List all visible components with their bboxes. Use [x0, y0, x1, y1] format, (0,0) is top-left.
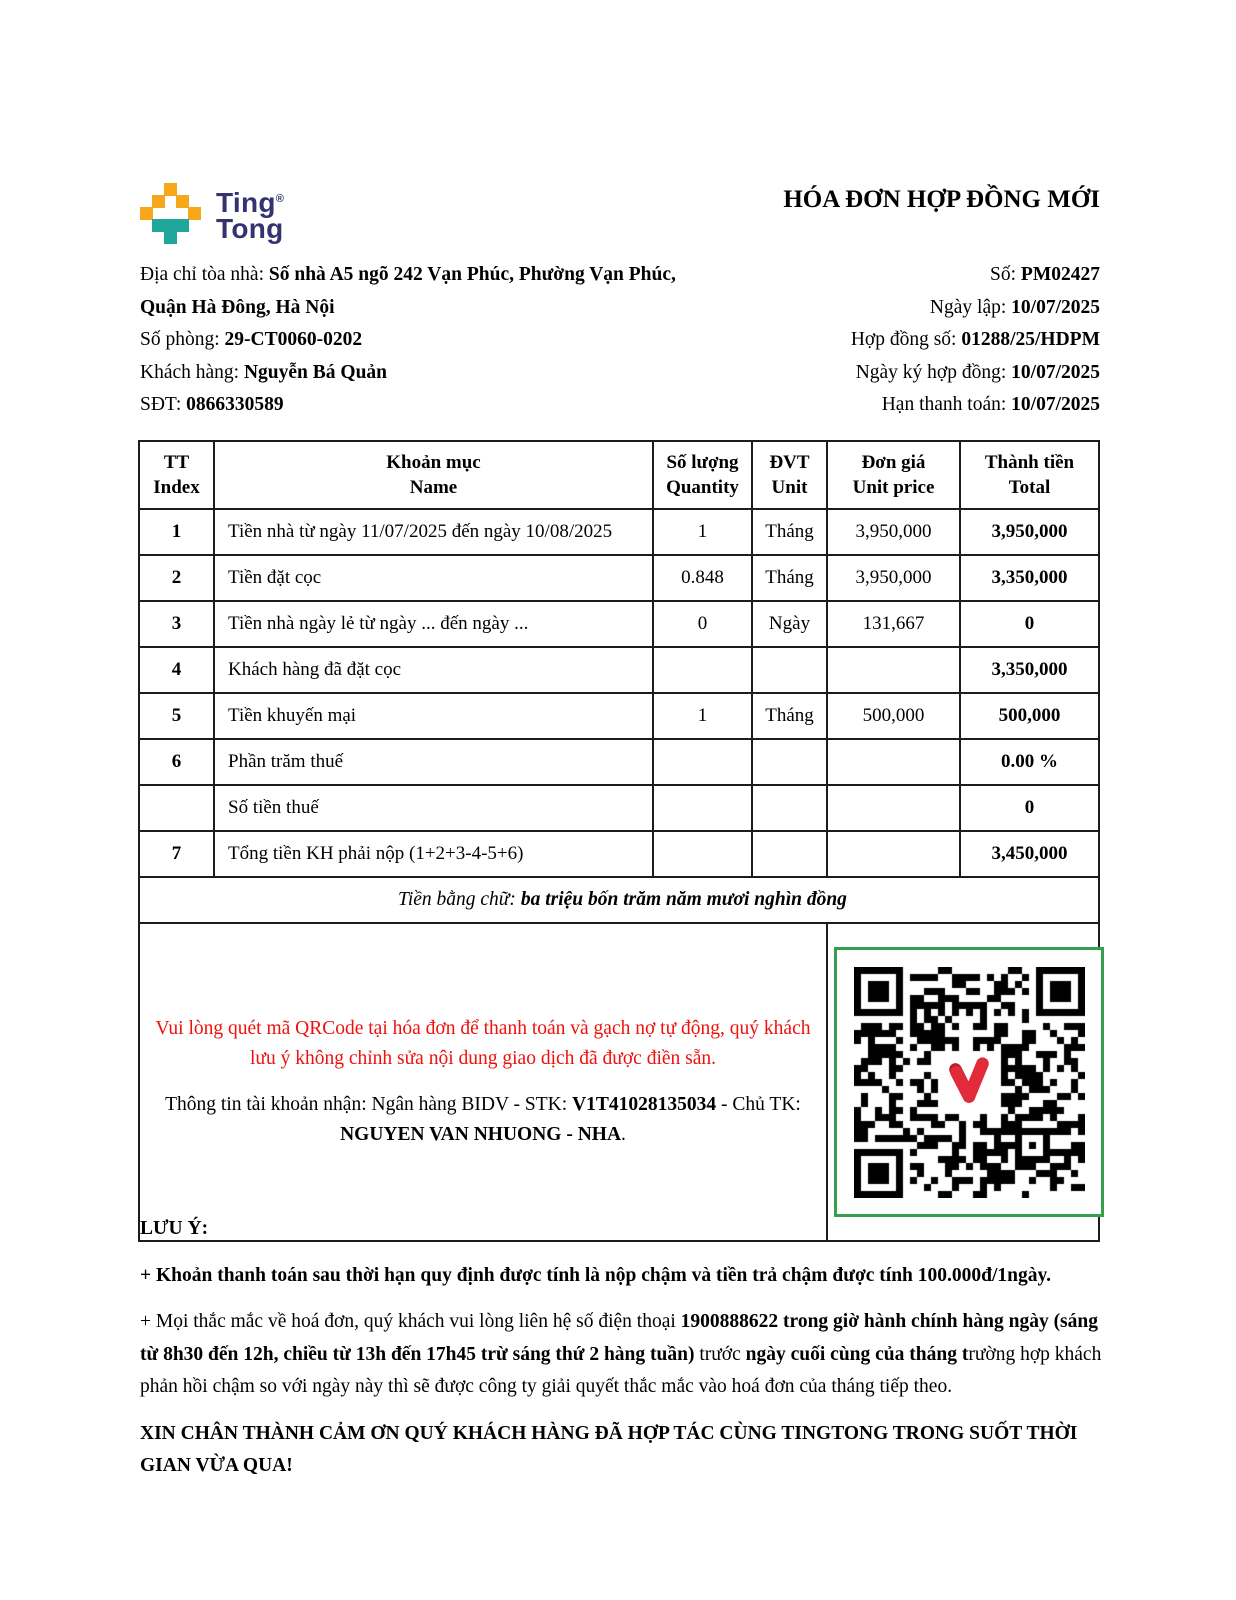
room-line	[140, 324, 725, 357]
tingtong-wordmark	[216, 186, 284, 242]
customer-value: Nguyễn Bá Quản	[243, 361, 388, 383]
note-hotline: + Mọi thắc mắc về hoá đơn, quý khách vui lòng liên hệ số điện thoại 1900888622 trong giờ hành chính hàng ngày (sáng từ 8h30 đến 12h, chiều từ 13h đến 17h45 trừ sáng thứ 2 hàng tuần) trước ngày cuối cùng của tháng trường hợp khách phản hồi chậm so với ngày này thì sẽ được công ty giải quyết thắc mắc vào hoá đơn của tháng tiếp theo.	[140, 1311, 1102, 1397]
building-address-line	[140, 259, 725, 324]
col-header-unit: ĐVT Unit	[752, 441, 827, 509]
table-row	[139, 601, 1099, 647]
phone-label: SĐT:	[140, 394, 187, 415]
cell-total: 500,000	[960, 693, 1099, 739]
amount-in-words-label: Tiền bằng chữ:	[398, 889, 521, 910]
table-row	[139, 785, 1099, 831]
cell-unit	[752, 785, 827, 831]
registered-mark: ®	[275, 192, 285, 205]
customer-line	[140, 357, 725, 390]
tingtong-logo-icon	[140, 183, 201, 244]
table-row	[139, 693, 1099, 739]
cell-name: Số tiền thuế	[214, 785, 653, 831]
cell-index: 6	[139, 739, 214, 785]
cell-total: 0	[960, 601, 1099, 647]
table-row	[139, 555, 1099, 601]
brand-ting: Ting	[216, 186, 276, 218]
cell-index: 4	[139, 647, 214, 693]
cell-index: 1	[139, 509, 214, 555]
cell-index: 7	[139, 831, 214, 877]
brand-tong: Tong	[216, 212, 284, 244]
cell-unit: Tháng	[752, 509, 827, 555]
issue-date-line: Ngày lập: 10/07/2025	[929, 296, 1100, 318]
col-header-price: Đơn giá Unit price	[827, 441, 960, 509]
cell-name: Tổng tiền KH phải nộp (1+2+3-4-5+6)	[214, 831, 653, 877]
cell-unit	[752, 647, 827, 693]
col-header-total: Thành tiền Total	[960, 441, 1099, 509]
cell-qty	[653, 785, 752, 831]
bank-account-text: Thông tin tài khoản nhận: Ngân hàng BIDV - STK: V1T41028135034 - Chủ TK: NGUYEN VAN NHUONG - NHA.	[165, 1094, 801, 1145]
cell-qty: 0.848	[653, 555, 752, 601]
cell-price: 3,950,000	[827, 555, 960, 601]
qr-code	[834, 947, 1104, 1217]
due-date: 10/07/2025	[1011, 394, 1100, 415]
invoice-table-header	[139, 441, 1099, 509]
cell-index: 5	[139, 693, 214, 739]
thanks-message: XIN CHÂN THÀNH CẢM ƠN QUÝ KHÁCH HÀNG ĐÃ HỢP TÁC CÙNG TINGTONG TRONG SUỐT THỜI GIAN VỪA QUA!	[140, 1422, 1078, 1476]
room-label: Số phòng:	[140, 329, 225, 350]
table-row	[139, 647, 1099, 693]
amount-in-words-cell	[139, 877, 1099, 923]
cell-qty: 0	[653, 601, 752, 647]
cell-price	[827, 831, 960, 877]
amount-in-words-value: ba triệu bốn trăm năm mươi nghìn đồng	[520, 889, 847, 910]
invoice-number: PM02427	[1020, 264, 1100, 285]
cell-price: 500,000	[827, 693, 960, 739]
cell-total: 3,350,000	[960, 555, 1099, 601]
cell-total: 3,450,000	[960, 831, 1099, 877]
table-row	[139, 831, 1099, 877]
contract-number: 01288/25/HDPM	[961, 329, 1100, 350]
cell-index	[139, 785, 214, 831]
amount-in-words-row	[139, 877, 1099, 923]
cell-qty	[653, 647, 752, 693]
cell-price	[827, 739, 960, 785]
sign-date-line: Ngày ký hợp đồng: 10/07/2025	[855, 361, 1100, 383]
qr-cell	[827, 923, 1099, 1241]
cell-name: Tiền nhà từ ngày 11/07/2025 đến ngày 10/08/2025	[214, 509, 653, 555]
vietqr-v-icon	[940, 1053, 998, 1111]
cell-name: Tiền nhà ngày lẻ từ ngày ... đến ngày ...	[214, 601, 653, 647]
cell-total: 3,950,000	[960, 509, 1099, 555]
issue-date: 10/07/2025	[1011, 296, 1100, 318]
cell-name: Phần trăm thuế	[214, 739, 653, 785]
cell-total: 0	[960, 785, 1099, 831]
cell-index: 3	[139, 601, 214, 647]
cell-price: 3,950,000	[827, 509, 960, 555]
note-late-payment: + Khoản thanh toán sau thời hạn quy định được tính là nộp chậm và tiền trả chậm được tính 100.000đ/1ngày.	[140, 1264, 1052, 1286]
contract-number-line: Hợp đồng số: 01288/25/HDPM	[850, 329, 1100, 350]
notes-heading: LƯU Ý:	[140, 1218, 209, 1239]
phone-line	[140, 389, 725, 422]
col-header-quantity: Số lượng Quantity	[653, 441, 752, 509]
account-holder: NGUYEN VAN NHUONG - NHA	[340, 1124, 622, 1145]
cell-qty	[653, 831, 752, 877]
due-date-line: Hạn thanh toán: 10/07/2025	[881, 394, 1100, 415]
cell-name: Tiền đặt cọc	[214, 555, 653, 601]
qr-notice-text: Vui lòng quét mã QRCode tại hóa đơn để thanh toán và gạch nợ tự động, quý khách lưu ý không chỉnh sửa nội dung giao dịch đã được điền sẵn.	[155, 1018, 811, 1069]
account-number: V1T41028135034	[572, 1094, 717, 1115]
cell-qty: 1	[653, 509, 752, 555]
table-row	[139, 509, 1099, 555]
cell-name: Tiền khuyến mại	[214, 693, 653, 739]
invoice-number-line: Số: PM02427	[990, 264, 1100, 285]
address-label: Địa chỉ tòa nhà:	[140, 264, 269, 285]
col-header-index: TT Index	[139, 441, 214, 509]
cell-total: 0.00 %	[960, 739, 1099, 785]
col-header-name: Khoản mục Name	[214, 441, 653, 509]
cell-index: 2	[139, 555, 214, 601]
cell-unit: Tháng	[752, 555, 827, 601]
cell-total: 3,350,000	[960, 647, 1099, 693]
invoice-meta	[690, 259, 1100, 422]
payment-instructions-cell	[139, 923, 827, 1241]
cell-qty	[653, 739, 752, 785]
cell-unit: Ngày	[752, 601, 827, 647]
cell-unit	[752, 831, 827, 877]
cell-name: Khách hàng đã đặt cọc	[214, 647, 653, 693]
cell-unit	[752, 739, 827, 785]
invoice-table	[138, 440, 1100, 1242]
invoice-table-body	[139, 509, 1099, 877]
address-value: Số nhà A5 ngõ 242 Vạn Phúc, Phường Vạn Phúc, Quận Hà Đông, Hà Nội	[140, 264, 676, 318]
notes-section	[140, 1213, 1102, 1497]
building-info	[140, 259, 725, 422]
room-value: 29-CT0060-0202	[224, 329, 363, 350]
phone-value: 0866330589	[186, 394, 284, 415]
invoice-title: HÓA ĐƠN HỢP ĐỒNG MỚI	[783, 186, 1100, 213]
sign-date: 10/07/2025	[1011, 361, 1100, 383]
cell-unit: Tháng	[752, 693, 827, 739]
cell-qty: 1	[653, 693, 752, 739]
customer-label: Khách hàng:	[140, 361, 244, 383]
cell-price	[827, 785, 960, 831]
cell-price: 131,667	[827, 601, 960, 647]
tingtong-logo	[140, 183, 284, 244]
hotline-number: 1900888622 trong giờ hành chính hàng ngày (sáng từ 8h30 đến 12h, chiều từ 13h đến 17h45 trừ sáng thứ 2 hàng tuần)	[140, 1311, 1098, 1365]
payment-row	[139, 923, 1099, 1241]
table-row	[139, 739, 1099, 785]
cell-price	[827, 647, 960, 693]
